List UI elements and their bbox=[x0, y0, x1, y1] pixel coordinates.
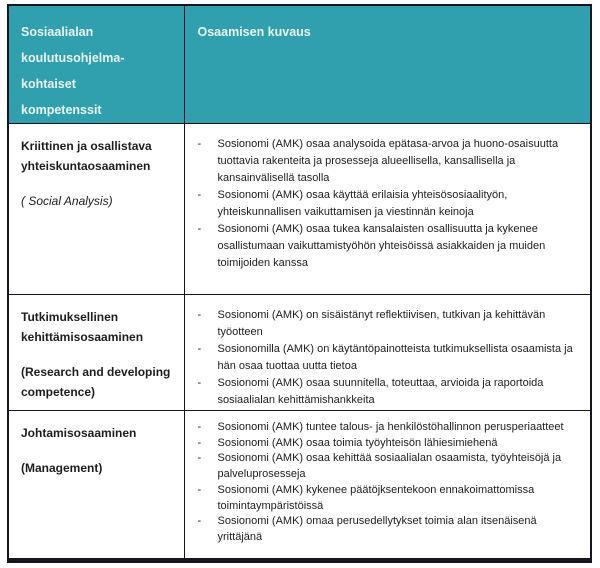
table-row-research-competence bbox=[8, 295, 591, 411]
spacer bbox=[21, 176, 176, 191]
bullet-item bbox=[198, 436, 583, 452]
competence-name-line: yhteiskuntaosaaminen bbox=[21, 159, 151, 173]
bullet-text: Sosionomi (AMK) tuntee talous- ja henkilöstöhallinnon perusperiaatteet bbox=[217, 421, 564, 433]
competence-name-line: Johtamisosaaminen bbox=[21, 426, 137, 440]
header-cell-description bbox=[184, 5, 591, 124]
competence-name-cell bbox=[8, 124, 184, 295]
header-line: kompetenssit bbox=[21, 103, 102, 117]
bullet-item bbox=[198, 307, 583, 341]
bullet-text: Sosionomi (AMK) osaa analysoida epätasa-arvoa ja huono-osaisuutta tuottavia rakenteita ja prosesseja alueellisella, kansallisella ja kansainvälisellä tasolla bbox=[217, 138, 559, 184]
competence-name-cell bbox=[8, 295, 184, 411]
bullet-dash: - bbox=[197, 223, 202, 235]
bullet-dash: - bbox=[197, 343, 202, 355]
bullet-text: Sosionomi (AMK) osaa toimia työyhteisön lähiesimiehenä bbox=[217, 436, 498, 449]
bullet-dash: - bbox=[197, 515, 202, 528]
bullet-dash: - bbox=[197, 421, 202, 433]
competence-name-line: Tutkimuksellinen bbox=[21, 310, 119, 324]
bullet-text: Sosionomi (AMK) on sisäistänyt reflektiivisen, tutkivan ja kehittävän työotteen bbox=[217, 309, 546, 338]
bullet-item bbox=[198, 514, 583, 545]
competence-description-cell bbox=[184, 124, 591, 295]
bullet-item bbox=[198, 420, 583, 436]
bullet-text: Sosionomi (AMK) kykenee päätöjksentekoon ennakoimattomissa toimintaympäristöissä bbox=[217, 483, 535, 512]
spacer bbox=[21, 347, 176, 362]
header-line: koulutusohjelma- bbox=[21, 51, 125, 65]
competence-name-cell bbox=[8, 411, 184, 561]
competence-english-name: ( Social Analysis) bbox=[21, 194, 113, 208]
bullet-dash: - bbox=[197, 436, 202, 449]
bullet-text: Sosionomilla (AMK) on käytäntöpainotteista tutkimuksellista osaamista ja hän osaa tuottaa uutta tietoa bbox=[217, 343, 573, 372]
bullet-dash: - bbox=[197, 483, 202, 496]
competence-table bbox=[7, 4, 592, 563]
competence-english-name-line: (Research and developing bbox=[21, 365, 171, 379]
bullet-dash: - bbox=[197, 138, 202, 150]
competence-description-cell bbox=[184, 411, 591, 561]
competence-english-name-line: competence) bbox=[21, 385, 96, 399]
bullet-item bbox=[198, 483, 583, 514]
bullet-item bbox=[198, 221, 583, 272]
bullet-text: Sosionomi (AMK) osaa suunnitella, toteuttaa, arvioida ja raportoida sosiaalialan kehittämishankkeita bbox=[217, 377, 544, 406]
bullet-text: Sosionomi (AMK) omaa perusedellytykset toimia alan itsenäisenä yrittäjänä bbox=[217, 515, 537, 543]
competence-name-line: Kriittinen ja osallistava bbox=[21, 139, 152, 153]
bullet-item bbox=[198, 136, 583, 187]
bullet-dash: - bbox=[197, 377, 202, 389]
header-cell-competences bbox=[8, 5, 184, 124]
competence-english-name: (Management) bbox=[21, 461, 103, 475]
table-header-row bbox=[8, 5, 591, 124]
bullet-dash: - bbox=[197, 309, 202, 321]
bullet-item bbox=[198, 341, 583, 375]
bullet-dash: - bbox=[197, 452, 202, 465]
bullet-item bbox=[198, 451, 583, 482]
spacer bbox=[21, 443, 176, 458]
bullet-item bbox=[198, 375, 583, 409]
table-row-management bbox=[8, 411, 591, 561]
header-line: Sosiaalialan bbox=[21, 25, 94, 39]
bullet-text: Sosionomi (AMK) osaa käyttää erilaisia yhteisösosiaalityön, yhteiskunnallisen vaikuttamisen ja viestinnän keinoja bbox=[217, 189, 508, 218]
bullet-dash: - bbox=[197, 189, 202, 201]
header-line: Osaamisen kuvaus bbox=[197, 25, 311, 39]
competence-name-line: kehittämisosaaminen bbox=[21, 330, 144, 344]
competence-description-cell bbox=[184, 295, 591, 411]
bullet-text: Sosionomi (AMK) osaa tukea kansalaisten osallisuutta ja kykenee osallistumaan vaikuttamistyöhön yhteisöissä asiakkaiden ja muiden toimijoiden kanssa bbox=[217, 223, 546, 269]
bullet-text: Sosionomi (AMK) osaa kehittää sosiaalialan osaamista, työyhteisöjä ja palveluprosesseja bbox=[217, 452, 562, 481]
table-row-social-analysis bbox=[8, 124, 591, 295]
header-line: kohtaiset bbox=[21, 77, 76, 91]
bullet-item bbox=[198, 187, 583, 221]
